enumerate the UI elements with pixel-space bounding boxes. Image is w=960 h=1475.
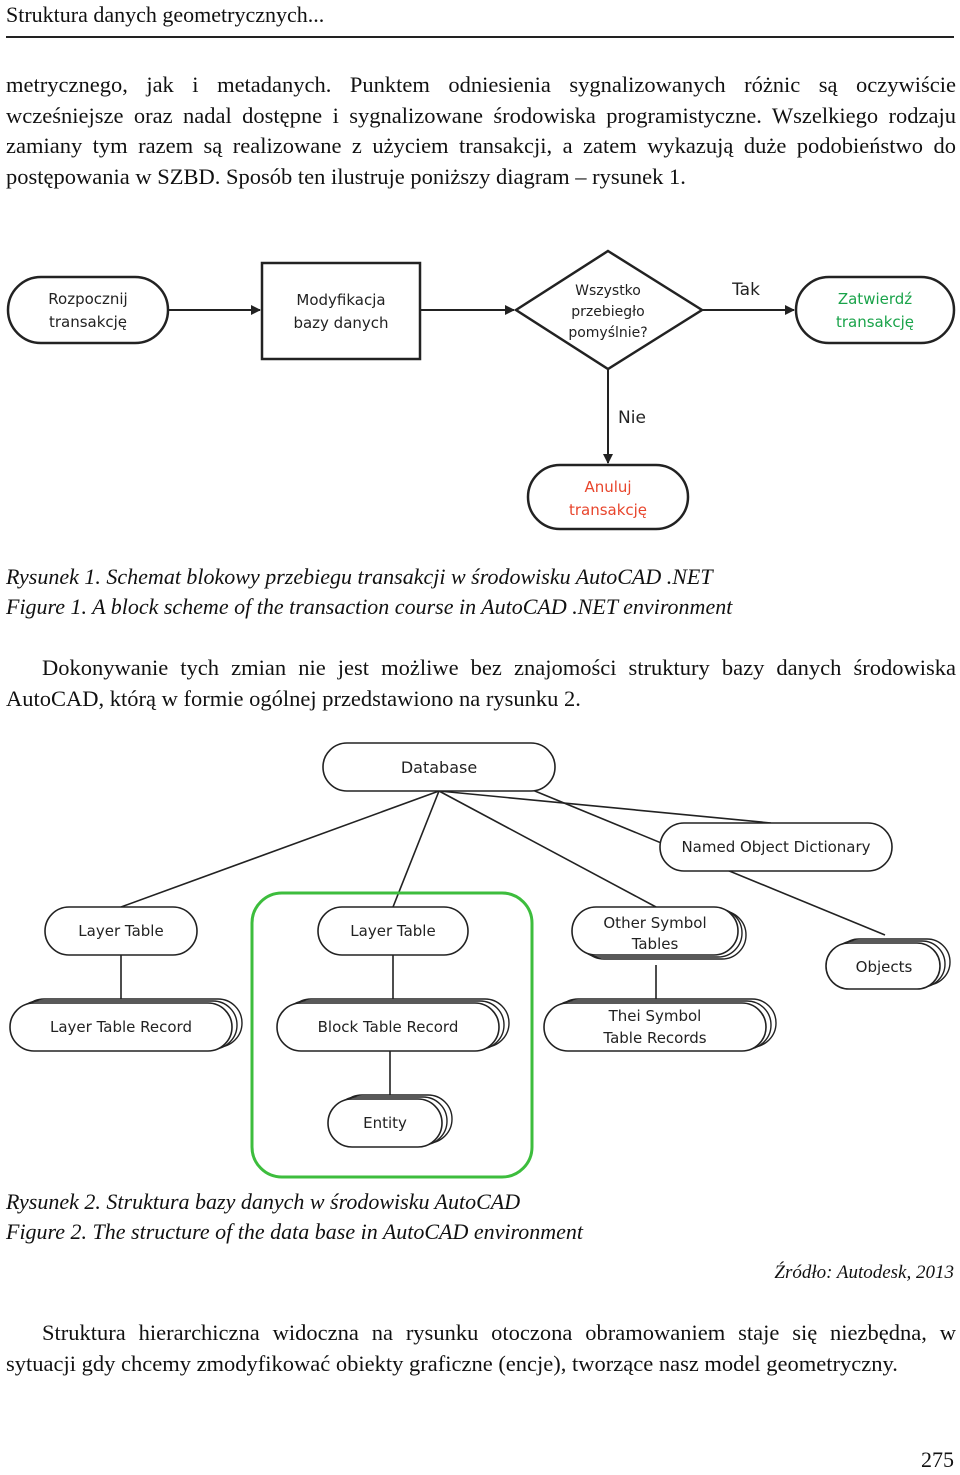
modify-label-2: bazy danych bbox=[293, 314, 389, 332]
figure-1-caption-en: Figure 1. A block scheme of the transaction course in AutoCAD .NET environment bbox=[6, 594, 733, 619]
page-number: 275 bbox=[921, 1447, 954, 1472]
decision-label-3: pomyślnie? bbox=[568, 325, 648, 341]
abort-transaction-node bbox=[528, 465, 688, 529]
figure-1-flowchart bbox=[0, 245, 960, 540]
objects-node bbox=[826, 939, 950, 989]
their-symbol-table-records-node bbox=[544, 999, 776, 1051]
modify-database-node bbox=[262, 263, 420, 359]
layer-table-mid-node bbox=[318, 907, 468, 955]
start-transaction-node bbox=[8, 277, 168, 343]
commit-label-2: transakcję bbox=[835, 313, 915, 331]
modify-label-1: Modyfikacja bbox=[296, 291, 386, 309]
named-object-dictionary-label: Named Object Dictionary bbox=[681, 838, 871, 856]
figure-1-caption-pl: Rysunek 1. Schemat blokowy przebiegu transakcji w środowisku AutoCAD .NET bbox=[6, 564, 713, 589]
their-symbol-label-2: Table Records bbox=[603, 1029, 707, 1047]
paragraph-3: Struktura hierarchiczna widoczna na rysunku otoczona obramowaniem staje się niezbędna, w sytuacji gdy chcemy zmodyfikować obiekty graficzne (encje), tworzące nasz model geometryczny. bbox=[6, 1320, 956, 1376]
commit-label-1: Zatwierdź bbox=[837, 290, 913, 308]
running-header-title: Struktura danych geometrycznych... bbox=[6, 2, 325, 27]
layer-table-left-node bbox=[45, 907, 197, 955]
layer-table-record-label: Layer Table Record bbox=[50, 1018, 192, 1036]
abort-label-2: transakcję bbox=[568, 501, 648, 519]
other-symbol-label-2: Tables bbox=[631, 935, 679, 953]
paragraph-2: Dokonywanie tych zmian nie jest możliwe bez znajomości struktury bazy danych środowiska AutoCAD, którą w formie ogólnej przedstawiono na rysunku 2. bbox=[6, 655, 956, 711]
figure-2-source: Źródło: Autodesk, 2013 bbox=[774, 1262, 954, 1283]
layer-table-left-label: Layer Table bbox=[78, 922, 164, 940]
commit-transaction-node bbox=[796, 277, 954, 343]
figure-2-caption-pl: Rysunek 2. Struktura bazy danych w środowisku AutoCAD bbox=[6, 1189, 521, 1214]
database-label: Database bbox=[400, 758, 478, 777]
database-node bbox=[323, 743, 555, 791]
decision-label-1: Wszystko bbox=[575, 283, 641, 299]
paragraph-1: metrycznego, jak i metadanych. Punktem odniesienia sygnalizowanych różnic są oczywiście wcześniejsze oraz nadal dostępne i sygnalizowane środowiska programistyczne. Wszelkiego rodzaju zamiany tym razem są realizowane z użyciem transakcji, a zatem wykazują duże podobieństwo do postępowania w SZBD. Sposób ten ilustruje poniższy diagram – rysunek 1. bbox=[6, 72, 956, 189]
no-label: Nie bbox=[618, 408, 646, 428]
named-object-dictionary-node bbox=[660, 823, 892, 871]
layer-table-mid-label: Layer Table bbox=[350, 922, 436, 940]
objects-label: Objects bbox=[855, 958, 913, 976]
block-table-record-label: Block Table Record bbox=[317, 1018, 459, 1036]
block-table-record-node bbox=[277, 999, 509, 1051]
decision-node bbox=[516, 251, 702, 369]
layer-table-record-node bbox=[10, 999, 242, 1051]
other-symbol-tables-node bbox=[572, 907, 746, 959]
yes-label: Tak bbox=[732, 280, 760, 300]
entity-label: Entity bbox=[363, 1114, 407, 1132]
abort-label-1: Anuluj bbox=[584, 478, 632, 496]
running-header bbox=[6, 0, 954, 38]
entity-node bbox=[328, 1095, 452, 1147]
start-label-1: Rozpocznij bbox=[48, 290, 128, 308]
figure-2-caption-en: Figure 2. The structure of the data base in AutoCAD environment bbox=[6, 1219, 584, 1244]
other-symbol-label-1: Other Symbol bbox=[603, 914, 707, 932]
figure-2-database-structure bbox=[0, 735, 960, 1185]
their-symbol-label-1: Thei Symbol bbox=[608, 1007, 702, 1025]
decision-label-2: przebiegło bbox=[571, 304, 645, 320]
start-label-2: transakcję bbox=[48, 313, 128, 331]
